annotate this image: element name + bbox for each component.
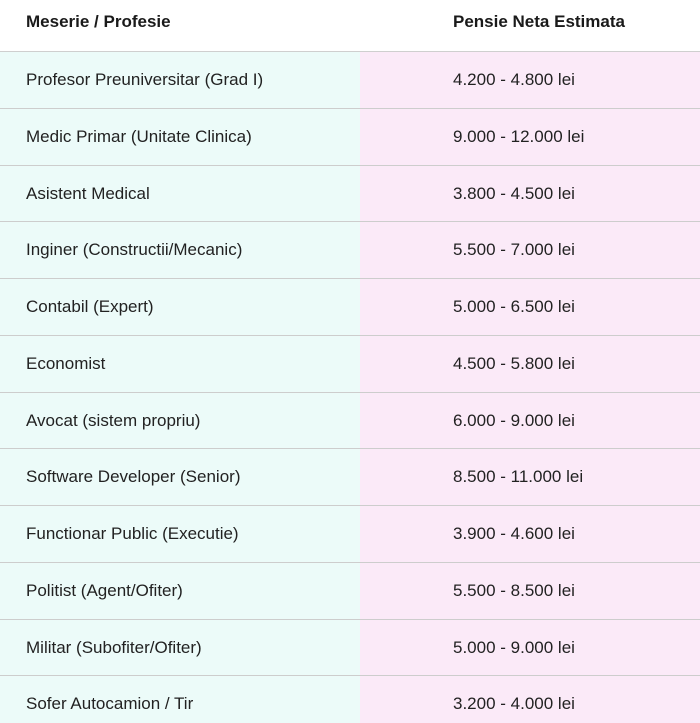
table-header [0,0,700,52]
pension-cell: 3.200 - 4.000 lei [360,676,700,723]
pension-cell: 3.900 - 4.600 lei [360,506,700,562]
profession-cell: Sofer Autocamion / Tir [0,676,360,723]
table-row [0,620,700,677]
table-row [0,166,700,223]
profession-cell: Economist [0,336,360,392]
table-row [0,222,700,279]
pension-cell: 4.500 - 5.800 lei [360,336,700,392]
table-row [0,563,700,620]
pension-cell: 5.000 - 6.500 lei [360,279,700,335]
pension-cell: 9.000 - 12.000 lei [360,109,700,165]
table-row [0,449,700,506]
profession-cell: Avocat (sistem propriu) [0,393,360,449]
pension-cell: 8.500 - 11.000 lei [360,449,700,505]
pension-cell: 3.800 - 4.500 lei [360,166,700,222]
profession-cell: Politist (Agent/Ofiter) [0,563,360,619]
profession-cell: Medic Primar (Unitate Clinica) [0,109,360,165]
profession-cell: Profesor Preuniversitar (Grad I) [0,52,360,108]
header-profession: Meserie / Profesie [26,12,171,31]
header-pension: Pensie Neta Estimata [453,12,625,31]
table-row [0,109,700,166]
profession-cell: Asistent Medical [0,166,360,222]
pension-cell: 5.500 - 8.500 lei [360,563,700,619]
table-row [0,676,700,723]
profession-cell: Functionar Public (Executie) [0,506,360,562]
profession-cell: Militar (Subofiter/Ofiter) [0,620,360,676]
profession-cell: Software Developer (Senior) [0,449,360,505]
profession-cell: Contabil (Expert) [0,279,360,335]
profession-cell: Inginer (Constructii/Mecanic) [0,222,360,278]
table-row [0,506,700,563]
pension-cell: 5.000 - 9.000 lei [360,620,700,676]
table-row [0,336,700,393]
table-row [0,52,700,109]
table-row [0,393,700,450]
pension-cell: 5.500 - 7.000 lei [360,222,700,278]
table-row [0,279,700,336]
pension-cell: 6.000 - 9.000 lei [360,393,700,449]
pension-cell: 4.200 - 4.800 lei [360,52,700,108]
